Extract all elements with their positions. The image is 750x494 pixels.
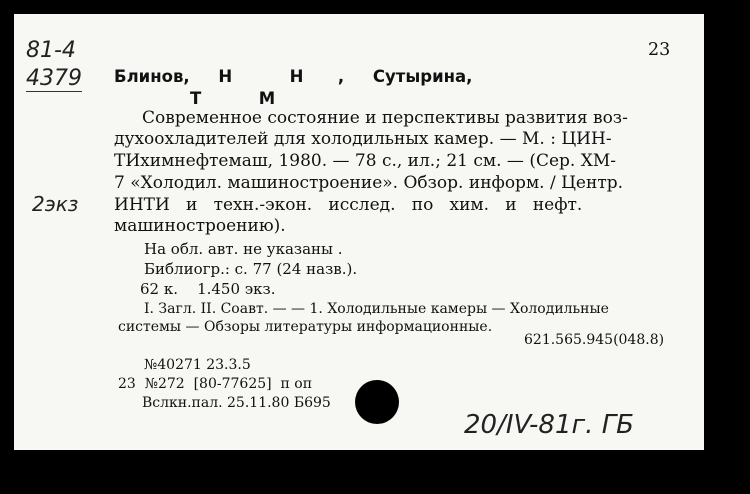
handwritten-code-number: 4379: [26, 66, 82, 91]
tracings-line-2: системы — Обзоры литературы информационные.: [118, 319, 493, 335]
handwritten-date: 20/IV-81г. ГБ: [464, 410, 635, 440]
page-number: 23: [648, 40, 671, 60]
body-line-1: Современное состояние и перспективы развития воз-: [142, 108, 628, 128]
note-price-copies: 62 к. 1.450 экз.: [140, 280, 276, 298]
punch-hole: [355, 380, 399, 424]
udc-index: 621.565.945(048.8): [524, 332, 665, 348]
body-line-6: машиностроению).: [114, 216, 286, 236]
author-initials: Т М: [190, 89, 276, 108]
body-line-2: духоохладителей для холодильных камер. — М. : ЦИН-: [114, 129, 612, 149]
body-line-4: 7 «Холодил. машиностроение». Обзор. информ. / Центр.: [114, 173, 624, 193]
body-line-5: ИНТИ и техн.-экон. исслед. по хим. и нефт.: [114, 195, 583, 215]
footer-line-2: 23 №272 [80-77625] п оп: [118, 376, 313, 392]
handwritten-copies-note: 2экз: [32, 192, 79, 216]
footer-line-1: №40271 23.3.5: [144, 357, 251, 373]
body-line-3: ТИхимнефтемаш, 1980. — 78 с., ил.; 21 см. — (Сер. ХМ-: [114, 151, 616, 171]
note-authors: На обл. авт. не указаны .: [144, 240, 343, 258]
note-bibliography: Библиогр.: с. 77 (24 назв.).: [144, 260, 358, 278]
authors-line: Блинов, Н Н , Сутырина,: [114, 67, 473, 86]
catalog-card: [14, 14, 704, 450]
handwritten-code-top: 81-4: [26, 38, 76, 63]
footer-line-3: Вслкн.пал. 25.11.80 Б695: [142, 395, 331, 411]
tracings-line-1: I. Загл. II. Соавт. — — 1. Холодильные камеры — Холодильные: [144, 301, 609, 317]
